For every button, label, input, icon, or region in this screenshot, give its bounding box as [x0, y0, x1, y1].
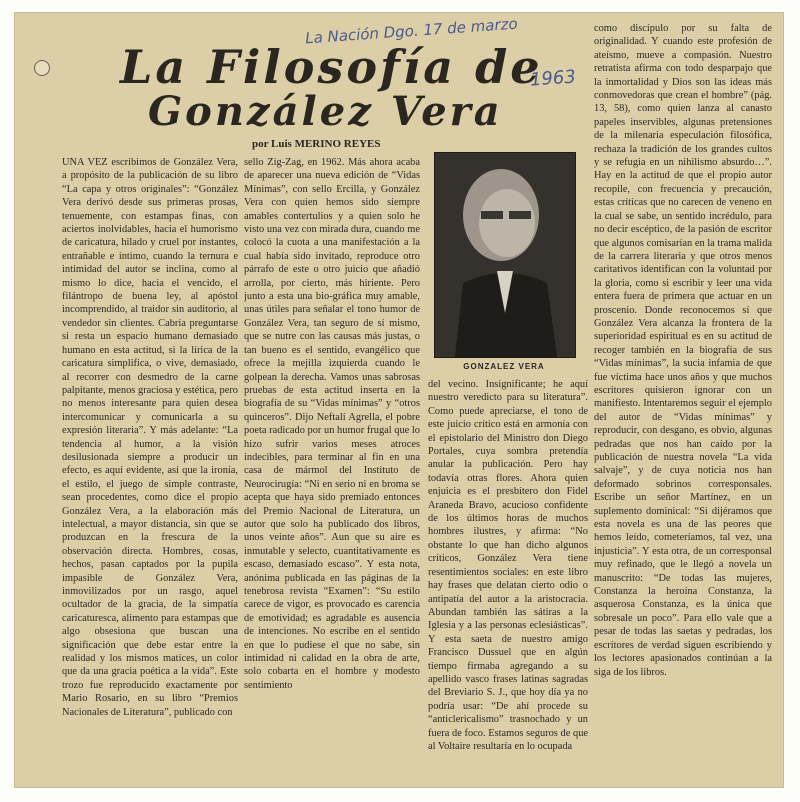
- article-title-line2: González Vera: [148, 88, 503, 135]
- handwritten-note: La Nación Dgo. 17 de marzo: [304, 14, 519, 48]
- article-column-1: UNA VEZ escribimos de González Vera, a propósito de la publicación de su libro “La capa y otros originales”: “González Vera derivó desde sus primeras prosas, tenuemente, con estampas finas, con aciertos inolvidables, hacia el humorismo de caricatura, hilado y cruel por instantes, entrañable e íntimo, cuando la ternura e intimidad del autor se inclina, como al mismo lo dice, hacia el vencido, el filántropo de buena ley, al apóstol incomprendido, al traidor sin auditorio, al vendedor sin clientes. Cabría preguntarse si resta un espacio humano demasiado humano en esta actitud, si la lírica de la caricatura simplifica, o vive, demasiado, al recorrer con desmedro de la carne palpitante, menos graciosa y estética, pero no menos interesante para quien desea intercomunicar y comunicarla a su expresión literaria”. Y más adelante: “La tendencia al humor, a la visión desilusionada siempre a producir un efecto, es aquí evidente, así que la ironía, el estilo, el juego de simple contraste, sean procedentes, como dice el propio González Vera, a la elaboración más intelectual, a mayor distancia, sin que se produzcan en la frescura de la observación directa. Hombres, cosas, hechos, pasan captados por la pupila impasible de González Vera, inmovilizados por un rasgo, aquel ocultador de la gracia, de la simpatía caricaturesca, alimento para estampas que algo obsesiona que buscan una significación que debe estar entre la realidad y los mismos matices, un color que da una gracia poética a la vida”. Este trozo fue reproducido exactamente por Mario Rosario, en su libro “Premios Nacionales de Literatura”, publicado con: [62, 157, 238, 718]
- portrait-image: [435, 153, 575, 357]
- article-column-4: como discípulo por su falta de originalidad. Y cuando este profesión de ateísmo, mueve a compasión. Nuestro retratista afirma con todo desparpajo que la inmortalidad y Dios son las ideas más conmovedoras que crean el hombre” (pág. 13, 58), como quien lanza al canasto papeles inservibles, algunas pretensiones de la milenaria especulación filosófica, rechaza la tradición de los grandes cultos y se refugia en un nihilismo absurdo…”. Hay en la actitud de que el propio autor recopile, con frecuencia y precaución, estas críticas que no carecen de veneno en la cual se sabe, un sentido incrédulo, para no decir escéptico, de la pasión de escritor que algunos comisarían en la trama malida de la carrera literaria y que otros menos caritativos identifican con la voluntad por la gloria, como si escribir y leer una vida entera fuera de primera que actuar en un proscenio. Donde reconocemos sí que González Vera alcanza la frontera de la superioridad espiritual es en su actitud de recoger también en la biografía de sus “Vidas mínimas”, la sucia infamia de que fue víctima hace unos años y que muchos escritores quisieron ignorar con un manifiesto. Intentaremos seguir el ejemplo del autor de “Vidas mínimas” y reproducir, con desgano, es obvio, algunas pedradas que nos han caído por la publicación de nuestra novela “La vida salvaje”, y de cuya noticia nos han deformado sobrinos corresponsales. Escribe un señor Martínez, en un suplemento dominical: “Si dijéramos que esta novela es una de las peores que hemos leído, cometeríamos, tal vez, una injusticia”. Y esta otra, de un corresponsal muy refinado, que le llegó a novela un manuscrito: “De todas las mujeres, Constanza la heroína Constanza, la asquerosa Constanza, es la única que sobresale un poco”. Para ello vale que a pesar de todas las saetas y pedradas, los escritores de verdad siguen escribiendo y los lectores apasionados continúan a la siga de los libros.: [594, 23, 772, 678]
- byline: por Luis MERINO REYES: [252, 138, 381, 150]
- article-column-2: sello Zig-Zag, en 1962. Más ahora acaba de aparecer una nueva edición de “Vidas Mínimas”, con sello Ercilla, y González Vera con quien hemos sido siempre amables contertulios y a quien solo he visto una vez con mirada dura, cuando me colocó la cuota a una manifestación a la cual había sido invitado, reproduce otro párrafo de este o otro juicio que añadió arrolla, por cierto, más hiriente. Pero junto a esta una bio-gráfica muy amable, unas útiles para señalar el tono humor de González Vera, tan seguro de sí mismo, que se nutre con las causas más justas, o tan bueno es el sentido, evangélico que ofrece la mejilla izquierda cuando le golpean la derecha. Vamos unas sabrosas pruebas de esta actitud inserta en la biografía de su “Vidas mínimas” y “otros quinceros”. Dijo Neftalí Agrella, el pobre poeta radicado por un humor frugal que lo hizo sufrir varios meses atroces indecibles, para terminar al fin en una casa de mármol del Instituto de Neurocirugía: “Ni en serio ni en broma se acepta que haya sido premiado entonces del Premio Nacional de Literatura, un autor que solo ha publicado dos libros, unos veinte años”. Aun que su aire es inmutable y selecto, cuantitativamente es escaso, demasiado escaso”. Y esta nota, anónima publicada en las páginas de la tenebrosa revista “Examen”: “Su estilo carece de vigor, es provocado es carencia de emotividad; es agradable es ausencia de intenciones. No escribe en el sentido en que lo pudiese el que no sabe, sin intimidad ni calidad en la obra de arte, solo cobarta en el hombre y modesto sentimiento: [244, 157, 420, 691]
- author-portrait: [434, 152, 576, 358]
- article-title-line1: La Filosofía de: [120, 40, 543, 94]
- article-column-3: del vecino. Insignificante; he aquí nuestro veredicto para su literatura”. Como puede apreciarse, el tono de este juicio crítico está en armonía con el epistolario del Ministro don Diego Portales, cuya sombra pretendía anular la publicación. Pero hay todavía otras flores. Ahora quien enjuicia es el presbítero don Fidel Araneda Bravo, acucioso confidente de los últimos horas de muchos hombres ilustres, y afirma: “No obstante lo que han dicho algunos críticos, González Vera tiene resentimientos sociales: en este libro hay frases que delatan cierto odio o antipatía del autor a la aristocracia. Abundan también las sátiras a la Iglesia y a las personas eclesiásticas”. Y esta saeta de nuestro amigo Francisco Dussuel que en algún tiempo firmaba agregando a su apellido vasco frases latinas sagradas del Breviario S. J., que hoy día ya no podría usar: “De ahí procede su “anticlericalismo” trasnochado y un fuera de foco. Estamos seguros de que al Voltaire resultaría en lo ocupada: [428, 379, 588, 752]
- punch-hole: [34, 60, 50, 76]
- photo-caption: GONZALEZ VERA: [463, 362, 545, 371]
- handwritten-year: 1963: [529, 66, 577, 91]
